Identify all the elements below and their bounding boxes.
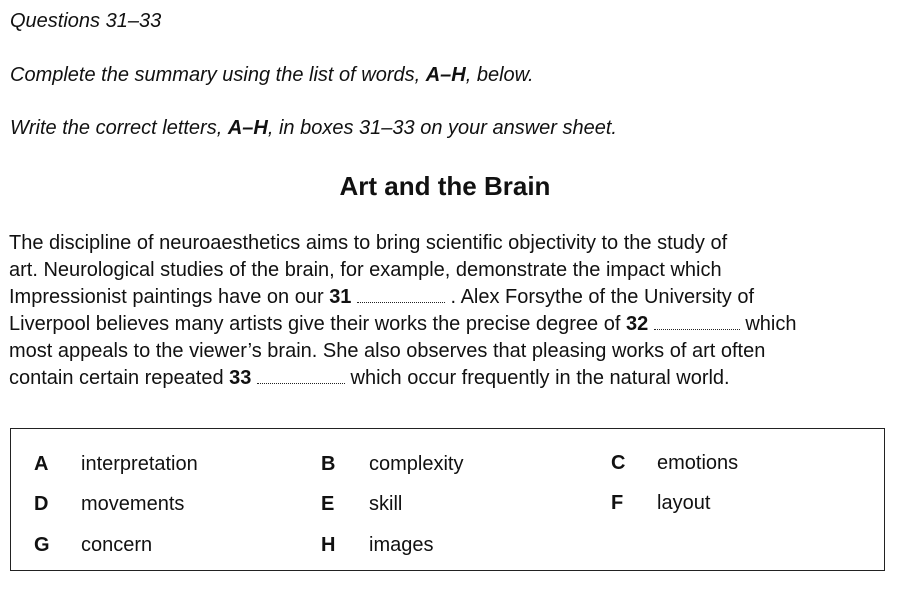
option-letter: A (34, 453, 49, 475)
option-word: layout (657, 492, 711, 514)
summary-line (9, 365, 889, 392)
option-word: skill (369, 493, 403, 515)
option-letter: E (321, 493, 335, 515)
option-word: emotions (657, 452, 739, 474)
option-word: complexity (369, 453, 464, 475)
summary-text: Liverpool believes many artists give their works the precise degree of (9, 313, 626, 335)
summary-text: which occur frequently in the natural world. (344, 367, 730, 389)
answer-gap-32[interactable] (654, 315, 740, 330)
question-number-33: 33 (229, 367, 252, 389)
summary-text: contain certain repeated (9, 367, 230, 389)
question-number-31: 31 (329, 286, 352, 308)
letter-range: A–H (425, 64, 466, 86)
option-letter: D (34, 493, 49, 515)
summary-text: which (739, 313, 797, 335)
instruction-text: Write the correct letters, (10, 117, 228, 139)
summary-title: Art and the Brain (339, 171, 551, 201)
option-letter: B (321, 453, 336, 475)
word-list-box (10, 428, 885, 571)
summary-line: The discipline of neuroaesthetics aims to bring scientific objectivity to the study of (9, 232, 728, 254)
instruction-text: Complete the summary using the list of words, (10, 64, 426, 86)
answer-gap-31[interactable] (357, 288, 445, 303)
questions-heading: Questions 31–33 (10, 10, 162, 32)
option-letter: G (34, 534, 50, 556)
question-number-32: 32 (625, 313, 649, 335)
summary-line: art. Neurological studies of the brain, for example, demonstrate the impact which (9, 259, 722, 281)
option-word: images (369, 534, 434, 556)
summary-paragraph (9, 230, 889, 392)
option-letter: F (611, 492, 624, 514)
instruction-text: , in boxes 31–33 on your answer sheet. (267, 117, 617, 139)
summary-text: . Alex Forsythe of the University of (445, 286, 755, 308)
instruction-text: , below. (465, 64, 534, 86)
answer-gap-33[interactable] (257, 369, 345, 384)
option-word: movements (81, 493, 185, 515)
summary-line (9, 311, 889, 338)
instruction-complete-summary (10, 64, 534, 87)
option-word: concern (81, 534, 153, 556)
summary-line: most appeals to the viewer’s brain. She also observes that pleasing works of art often (9, 340, 766, 362)
option-word: interpretation (81, 453, 198, 475)
summary-text: Impressionist paintings have on our (9, 286, 330, 308)
option-letter: H (321, 534, 336, 556)
letter-range: A–H (227, 117, 268, 139)
option-letter: C (611, 452, 626, 474)
summary-line (9, 284, 889, 311)
instruction-write-letters (10, 117, 617, 140)
